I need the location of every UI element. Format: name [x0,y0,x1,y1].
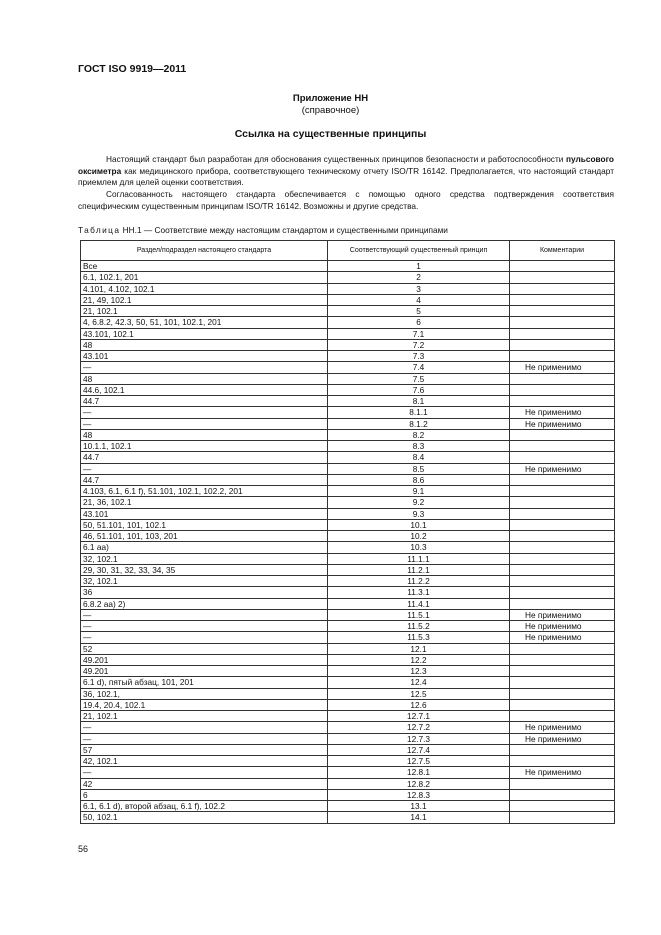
cell-comment [510,283,615,294]
table-row [81,564,615,575]
cell-section: 6.1 d), пятый абзац, 101, 201 [81,677,328,688]
cell-comment [510,654,615,665]
cell-comment [510,756,615,767]
section-title: Ссылка на существенные принципы [234,128,427,140]
table-row [81,272,615,283]
cell-principle: 2 [328,272,510,283]
cell-section: Все [81,261,328,272]
cell-section: 48 [81,373,328,384]
cell-section: 50, 102.1 [81,812,328,823]
table-row [81,733,615,744]
cell-comment [510,711,615,722]
cell-section: 50, 51.101, 101, 102.1 [81,519,328,530]
table-body [81,261,615,824]
cell-principle: 7.2 [328,339,510,350]
table-row [81,396,615,407]
cell-comment [510,339,615,350]
table-row [81,474,615,485]
table-row [81,756,615,767]
header-principle: Соответствующий существенный принцип [328,241,510,261]
cell-principle: 11.4.1 [328,598,510,609]
cell-comment: Не применимо [510,733,615,744]
cell-principle: 8.4 [328,452,510,463]
table-row [81,362,615,373]
cell-principle: 5 [328,306,510,317]
table-row [81,531,615,542]
table-row [81,373,615,384]
table-caption [78,225,448,235]
table-row [81,688,615,699]
annex-subtitle: (справочное) [301,105,360,116]
cell-section: 43.101 [81,351,328,362]
cell-principle: 11.2.2 [328,576,510,587]
cell-comment: Не применимо [510,463,615,474]
cell-comment [510,519,615,530]
cell-principle: 11.1.1 [328,553,510,564]
cell-comment [510,778,615,789]
annex-title: Приложение НН [292,93,369,104]
table-row [81,778,615,789]
table-row [81,339,615,350]
cell-section: 6 [81,789,328,800]
cell-principle: 12.2 [328,654,510,665]
cell-section: 19.4, 20.4, 102.1 [81,699,328,710]
cell-comment [510,261,615,272]
cell-comment [510,429,615,440]
cell-principle: 11.5.1 [328,609,510,620]
cell-section: — [81,463,328,474]
cell-comment [510,351,615,362]
table-row [81,621,615,632]
cell-comment: Не применимо [510,722,615,733]
table-row [81,328,615,339]
cell-principle: 8.1.2 [328,418,510,429]
intro-paragraph-text-end: как медицинского прибора, соответствующего техническому отчету ISO/TR 16142. Предполагается, что настоящий стандарт приемлем для целей оценки соответствия. [78,165,614,188]
cell-comment [510,317,615,328]
cell-principle: 8.1.1 [328,407,510,418]
cell-principle: 11.3.1 [328,587,510,598]
cell-comment: Не применимо [510,418,615,429]
table-row [81,441,615,452]
cell-comment [510,441,615,452]
cell-section: 44.7 [81,396,328,407]
cell-section: 29, 30, 31, 32, 33, 34, 35 [81,564,328,575]
cell-section: 10.1.1, 102.1 [81,441,328,452]
cell-comment [510,744,615,755]
table-row [81,767,615,778]
table-row [81,587,615,598]
cell-principle: 10.3 [328,542,510,553]
cell-principle: 11.2.1 [328,564,510,575]
cell-comment [510,474,615,485]
cell-principle: 12.8.3 [328,789,510,800]
cell-section: 44.7 [81,474,328,485]
table-row [81,306,615,317]
intro-paragraph-bold: пульсового оксиметра [78,154,614,176]
table-row [81,812,615,823]
cell-principle: 1 [328,261,510,272]
cell-principle: 12.7.5 [328,756,510,767]
cell-principle: 7.6 [328,384,510,395]
cell-principle: 4 [328,294,510,305]
standard-designation: ГОСТ ISO 9919—2011 [78,63,187,75]
cell-comment [510,553,615,564]
cell-principle: 12.8.2 [328,778,510,789]
table-row [81,609,615,620]
cell-section: 21, 102.1 [81,306,328,317]
table-row [81,553,615,564]
cell-principle: 9.3 [328,508,510,519]
table-row [81,542,615,553]
cell-principle: 7.3 [328,351,510,362]
cell-principle: 12.7.2 [328,722,510,733]
cell-section: 46, 51.101, 101, 103, 201 [81,531,328,542]
cell-comment [510,452,615,463]
cell-section: 44.6, 102.1 [81,384,328,395]
table-row [81,519,615,530]
cell-comment [510,542,615,553]
cell-comment [510,643,615,654]
cell-principle: 12.7.4 [328,744,510,755]
table-caption-label: Таблица [78,225,121,235]
cell-principle: 14.1 [328,812,510,823]
cell-principle: 13.1 [328,801,510,812]
table-row [81,789,615,800]
table-row [81,711,615,722]
table-row [81,643,615,654]
cell-section: — [81,733,328,744]
cell-principle: 9.1 [328,486,510,497]
cell-comment: Не применимо [510,767,615,778]
cell-principle: 11.5.3 [328,632,510,643]
cell-section: 21, 36, 102.1 [81,497,328,508]
cell-comment [510,677,615,688]
cell-comment: Не применимо [510,609,615,620]
table-row [81,486,615,497]
cell-comment [510,801,615,812]
cell-section: 6.1, 102.1, 201 [81,272,328,283]
cell-section: — [81,362,328,373]
cell-principle: 8.3 [328,441,510,452]
cell-section: 43.101, 102.1 [81,328,328,339]
cell-comment: Не применимо [510,632,615,643]
cell-section: 57 [81,744,328,755]
cell-principle: 10.1 [328,519,510,530]
table-row [81,598,615,609]
cell-section: 42 [81,778,328,789]
cell-principle: 8.1 [328,396,510,407]
header-comments: Комментарии [510,241,615,261]
table-row [81,666,615,677]
cell-comment [510,598,615,609]
cell-section: 52 [81,643,328,654]
cell-principle: 12.8.1 [328,767,510,778]
cell-section: — [81,407,328,418]
cell-section: — [81,621,328,632]
cell-section: 4.101, 4.102, 102.1 [81,283,328,294]
consistency-paragraph-text: Согласованность настоящего стандарта обеспечивается с помощью одного средства подтверждения соответствия специфическим существенным принципам ISO/TR 16142. Возможны и другие средства. [78,189,614,211]
cell-section: 36, 102.1, [81,688,328,699]
cell-principle: 10.2 [328,531,510,542]
header-section: Раздел/подраздел настоящего стандарта [81,241,328,261]
cell-comment [510,789,615,800]
cell-comment [510,508,615,519]
cell-section: — [81,722,328,733]
cell-comment [510,396,615,407]
cell-comment [510,294,615,305]
table-row [81,508,615,519]
table-row [81,407,615,418]
cell-section: 21, 102.1 [81,711,328,722]
table-row [81,351,615,362]
cell-comment [510,688,615,699]
cell-comment: Не применимо [510,621,615,632]
cell-comment [510,576,615,587]
table-row [81,294,615,305]
cell-comment [510,306,615,317]
cell-section: 4, 6.8.2, 42.3, 50, 51, 101, 102.1, 201 [81,317,328,328]
cell-comment [510,272,615,283]
intro-paragraph [78,154,614,189]
cell-comment: Не применимо [510,407,615,418]
intro-paragraph-text: Настоящий стандарт был разработан для обоснования существенных принципов безопасности и работоспособности [106,154,566,164]
cell-section: 6.1, 6.1 d), второй абзац, 6.1 f), 102.2 [81,801,328,812]
cell-comment [510,531,615,542]
cell-section: 6.1 aa) [81,542,328,553]
table-header-row [81,241,615,261]
cell-section: — [81,418,328,429]
cell-principle: 12.6 [328,699,510,710]
cell-principle: 11.5.2 [328,621,510,632]
table-row [81,261,615,272]
cell-comment [510,486,615,497]
cell-section: 21, 49, 102.1 [81,294,328,305]
consistency-paragraph [78,189,614,212]
table-row [81,677,615,688]
cell-comment [510,328,615,339]
cell-section: 32, 102.1 [81,553,328,564]
cell-comment [510,699,615,710]
cell-principle: 12.7.3 [328,733,510,744]
table-row [81,699,615,710]
cell-section: 36 [81,587,328,598]
table-row [81,429,615,440]
table-row [81,654,615,665]
cell-section: 49.201 [81,666,328,677]
table-row [81,283,615,294]
cell-comment [510,666,615,677]
table-row [81,452,615,463]
cell-section: 43.101 [81,508,328,519]
cell-section: 49.201 [81,654,328,665]
cell-principle: 12.3 [328,666,510,677]
table-row [81,801,615,812]
cell-principle: 12.4 [328,677,510,688]
cell-section: 44.7 [81,452,328,463]
cell-principle: 8.2 [328,429,510,440]
cell-principle: 6 [328,317,510,328]
cell-principle: 7.5 [328,373,510,384]
cell-comment [510,497,615,508]
cell-principle: 12.1 [328,643,510,654]
cell-section: — [81,632,328,643]
cell-comment [510,812,615,823]
cell-principle: 7.4 [328,362,510,373]
cell-section: 4.103, 6.1, 6.1 f), 51.101, 102.1, 102.2, 201 [81,486,328,497]
cell-comment [510,587,615,598]
cell-section: — [81,609,328,620]
cell-section: 48 [81,339,328,350]
cell-comment: Не применимо [510,362,615,373]
cell-section: 32, 102.1 [81,576,328,587]
table-row [81,722,615,733]
cell-comment [510,384,615,395]
page-number: 56 [78,844,89,854]
table-row [81,317,615,328]
table-row [81,497,615,508]
cell-principle: 7.1 [328,328,510,339]
table-row [81,463,615,474]
table-row [81,632,615,643]
cell-principle: 8.6 [328,474,510,485]
cell-section: 6.8.2 aa) 2) [81,598,328,609]
principles-table [80,240,615,824]
table-caption-text: НН.1 — Соответствие между настоящим стандартом и существенными принципами [120,225,448,235]
cell-principle: 12.7.1 [328,711,510,722]
table-row [81,744,615,755]
cell-comment [510,373,615,384]
cell-comment [510,564,615,575]
cell-section: 48 [81,429,328,440]
cell-principle: 8.5 [328,463,510,474]
cell-principle: 12.5 [328,688,510,699]
cell-section: — [81,767,328,778]
table-row [81,418,615,429]
table-row [81,576,615,587]
table-row [81,384,615,395]
cell-principle: 9.2 [328,497,510,508]
cell-section: 42, 102.1 [81,756,328,767]
cell-principle: 3 [328,283,510,294]
